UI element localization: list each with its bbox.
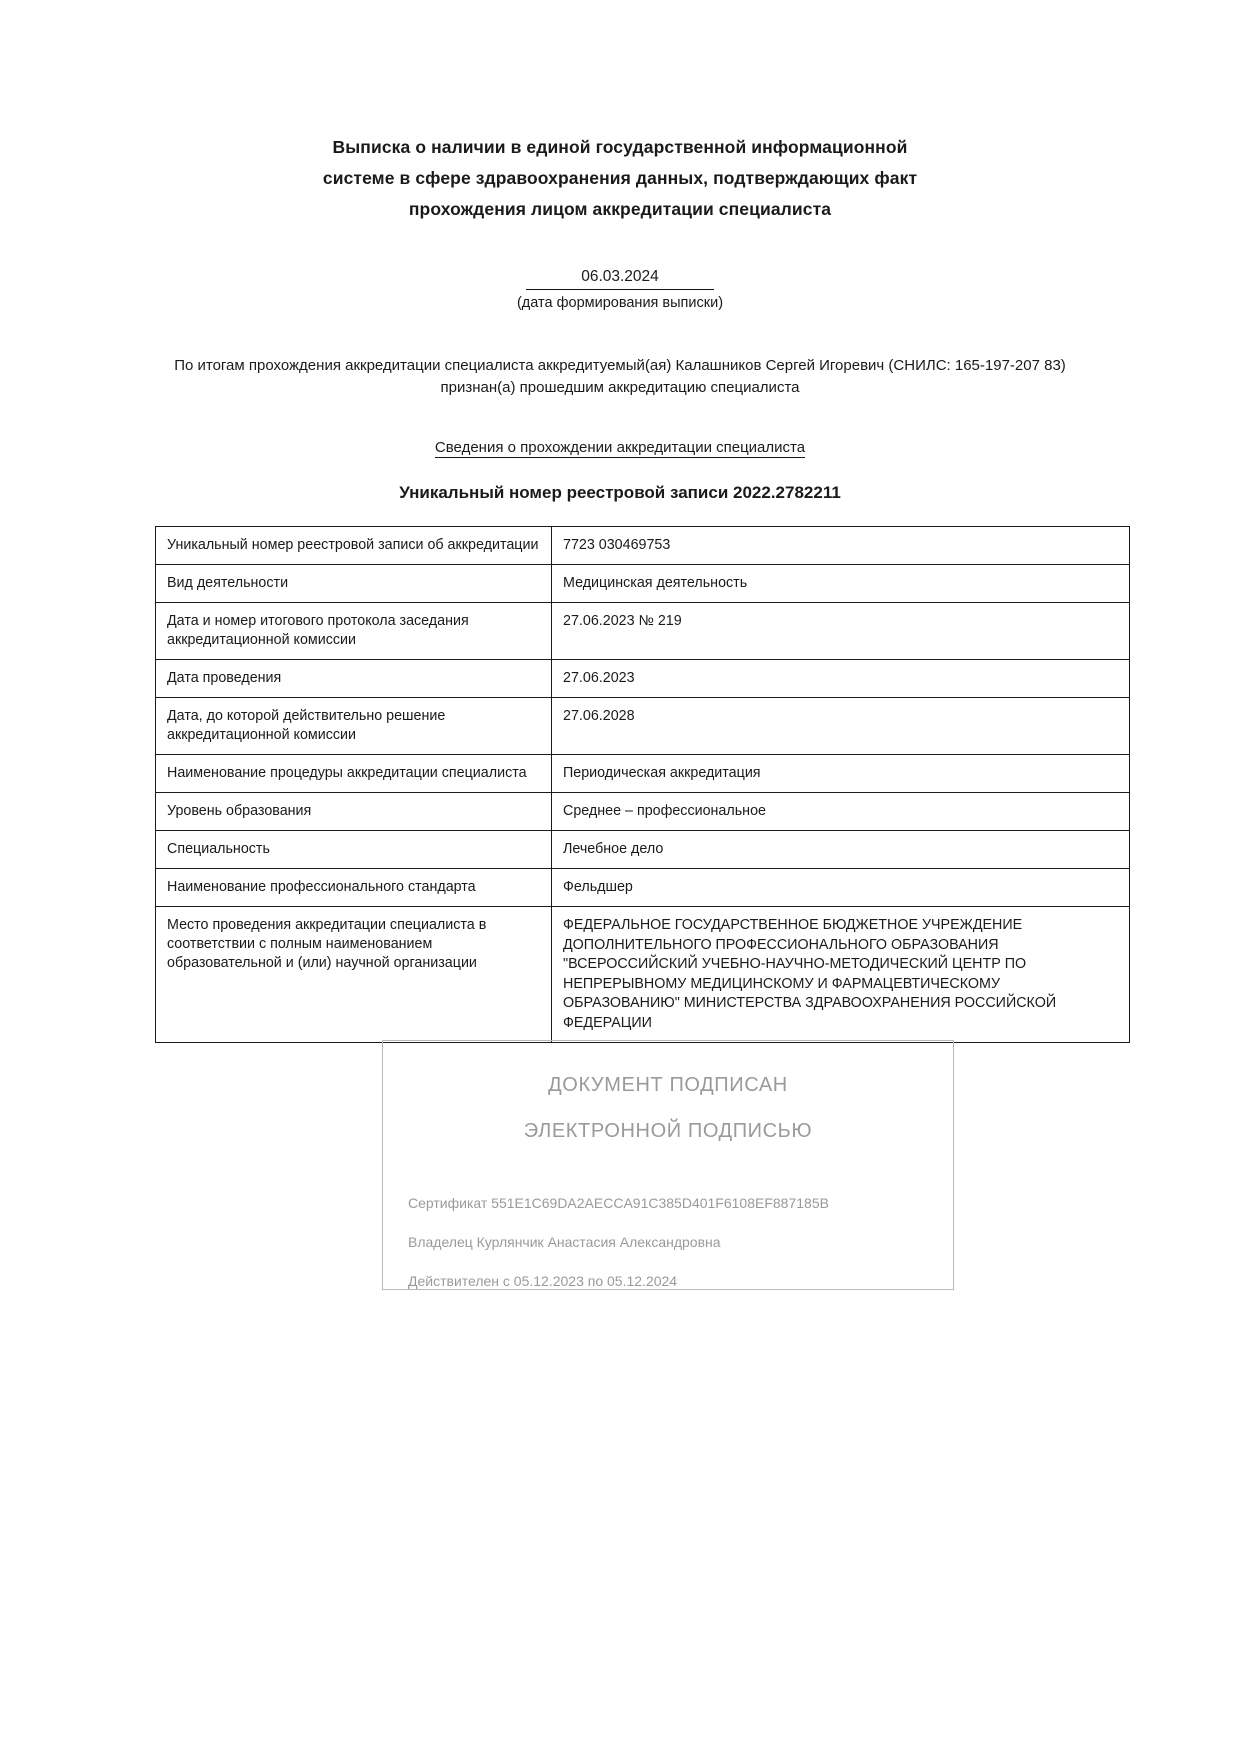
row-value: 27.06.2023 № 219	[552, 603, 1130, 660]
table-row	[156, 527, 1130, 565]
row-value: Медицинская деятельность	[552, 565, 1130, 603]
row-label: Наименование процедуры аккредитации специалиста	[156, 755, 552, 793]
table-row	[156, 698, 1130, 755]
row-label: Уровень образования	[156, 793, 552, 831]
page-title-line-1: Выписка о наличии в единой государственной информационной	[332, 137, 908, 157]
table-row	[156, 831, 1130, 869]
page-title-line-2: системе в сфере здравоохранения данных, подтверждающих факт	[322, 168, 918, 188]
page-title-line-3: прохождения лицом аккредитации специалиста	[408, 199, 832, 219]
accreditation-details-table	[155, 526, 1130, 1043]
signature-validity: Действителен с 05.12.2023 по 05.12.2024	[408, 1273, 678, 1289]
table-row	[156, 755, 1130, 793]
issue-date-block	[0, 267, 1240, 313]
row-label: Дата и номер итогового протокола заседания аккредитационной комиссии	[156, 603, 552, 660]
row-value: 7723 030469753	[552, 527, 1130, 565]
row-value: Среднее – профессиональное	[552, 793, 1130, 831]
table-row	[156, 565, 1130, 603]
row-value: Лечебное дело	[552, 831, 1130, 869]
row-label: Вид деятельности	[156, 565, 552, 603]
page-title	[0, 0, 1240, 225]
section-heading	[0, 437, 1240, 458]
issue-date-value: 06.03.2024	[526, 267, 714, 290]
row-label: Дата проведения	[156, 660, 552, 698]
row-label: Уникальный номер реестровой записи об аккредитации	[156, 527, 552, 565]
table-row	[156, 869, 1130, 907]
issue-date-caption: (дата формирования выписки)	[516, 295, 724, 311]
row-value: Периодическая аккредитация	[552, 755, 1130, 793]
electronic-signature-stamp	[382, 1040, 954, 1290]
intro-line-2: признан(а) прошедшим аккредитацию специалиста	[440, 379, 800, 396]
section-heading-text: Сведения о прохождении аккредитации специалиста	[434, 439, 806, 456]
intro-line-1: По итогам прохождения аккредитации специалиста аккредитуемый(ая) Калашников Сергей Игоревич (СНИЛС: 165-197-207 83)	[174, 357, 1066, 374]
row-label: Дата, до которой действительно решение аккредитационной комиссии	[156, 698, 552, 755]
signature-heading-line-2: ЭЛЕКТРОННОЙ ПОДПИСЬЮ	[523, 1120, 813, 1142]
intro-paragraph	[120, 355, 1120, 399]
row-value: ФЕДЕРАЛЬНОЕ ГОСУДАРСТВЕННОЕ БЮДЖЕТНОЕ УЧРЕЖДЕНИЕ ДОПОЛНИТЕЛЬНОГО ПРОФЕССИОНАЛЬНОГО ОБРАЗОВАНИЯ "ВСЕРОССИЙСКИЙ УЧЕБНО-НАУЧНО-МЕТОДИЧЕСКИЙ ЦЕНТР ПО НЕПРЕРЫВНОМУ МЕДИЦИНСКОМУ И ФАРМАЦЕВТИЧЕСКОМУ ОБРАЗОВАНИЮ" МИНИСТЕРСТВА ЗДРАВООХРАНЕНИЯ РОССИЙСКОЙ ФЕДЕРАЦИИ	[552, 907, 1130, 1043]
row-value: Фельдшер	[552, 869, 1130, 907]
record-number-heading: Уникальный номер реестровой записи 2022.2782211	[399, 483, 841, 502]
row-value: 27.06.2028	[552, 698, 1130, 755]
row-value: 27.06.2023	[552, 660, 1130, 698]
table-row	[156, 793, 1130, 831]
row-label: Наименование профессионального стандарта	[156, 869, 552, 907]
row-label: Место проведения аккредитации специалиста в соответствии с полным наименованием образовательной и (или) научной организации	[156, 907, 552, 1043]
signature-owner: Владелец Курлянчик Анастасия Александровна	[408, 1234, 721, 1250]
signature-heading-line-1: ДОКУМЕНТ ПОДПИСАН	[548, 1074, 788, 1096]
table-row	[156, 907, 1130, 1043]
signature-certificate: Сертификат 551E1C69DA2AECCA91C385D401F6108EF887185B	[408, 1195, 829, 1211]
table-row	[156, 603, 1130, 660]
row-label: Специальность	[156, 831, 552, 869]
table-row	[156, 660, 1130, 698]
